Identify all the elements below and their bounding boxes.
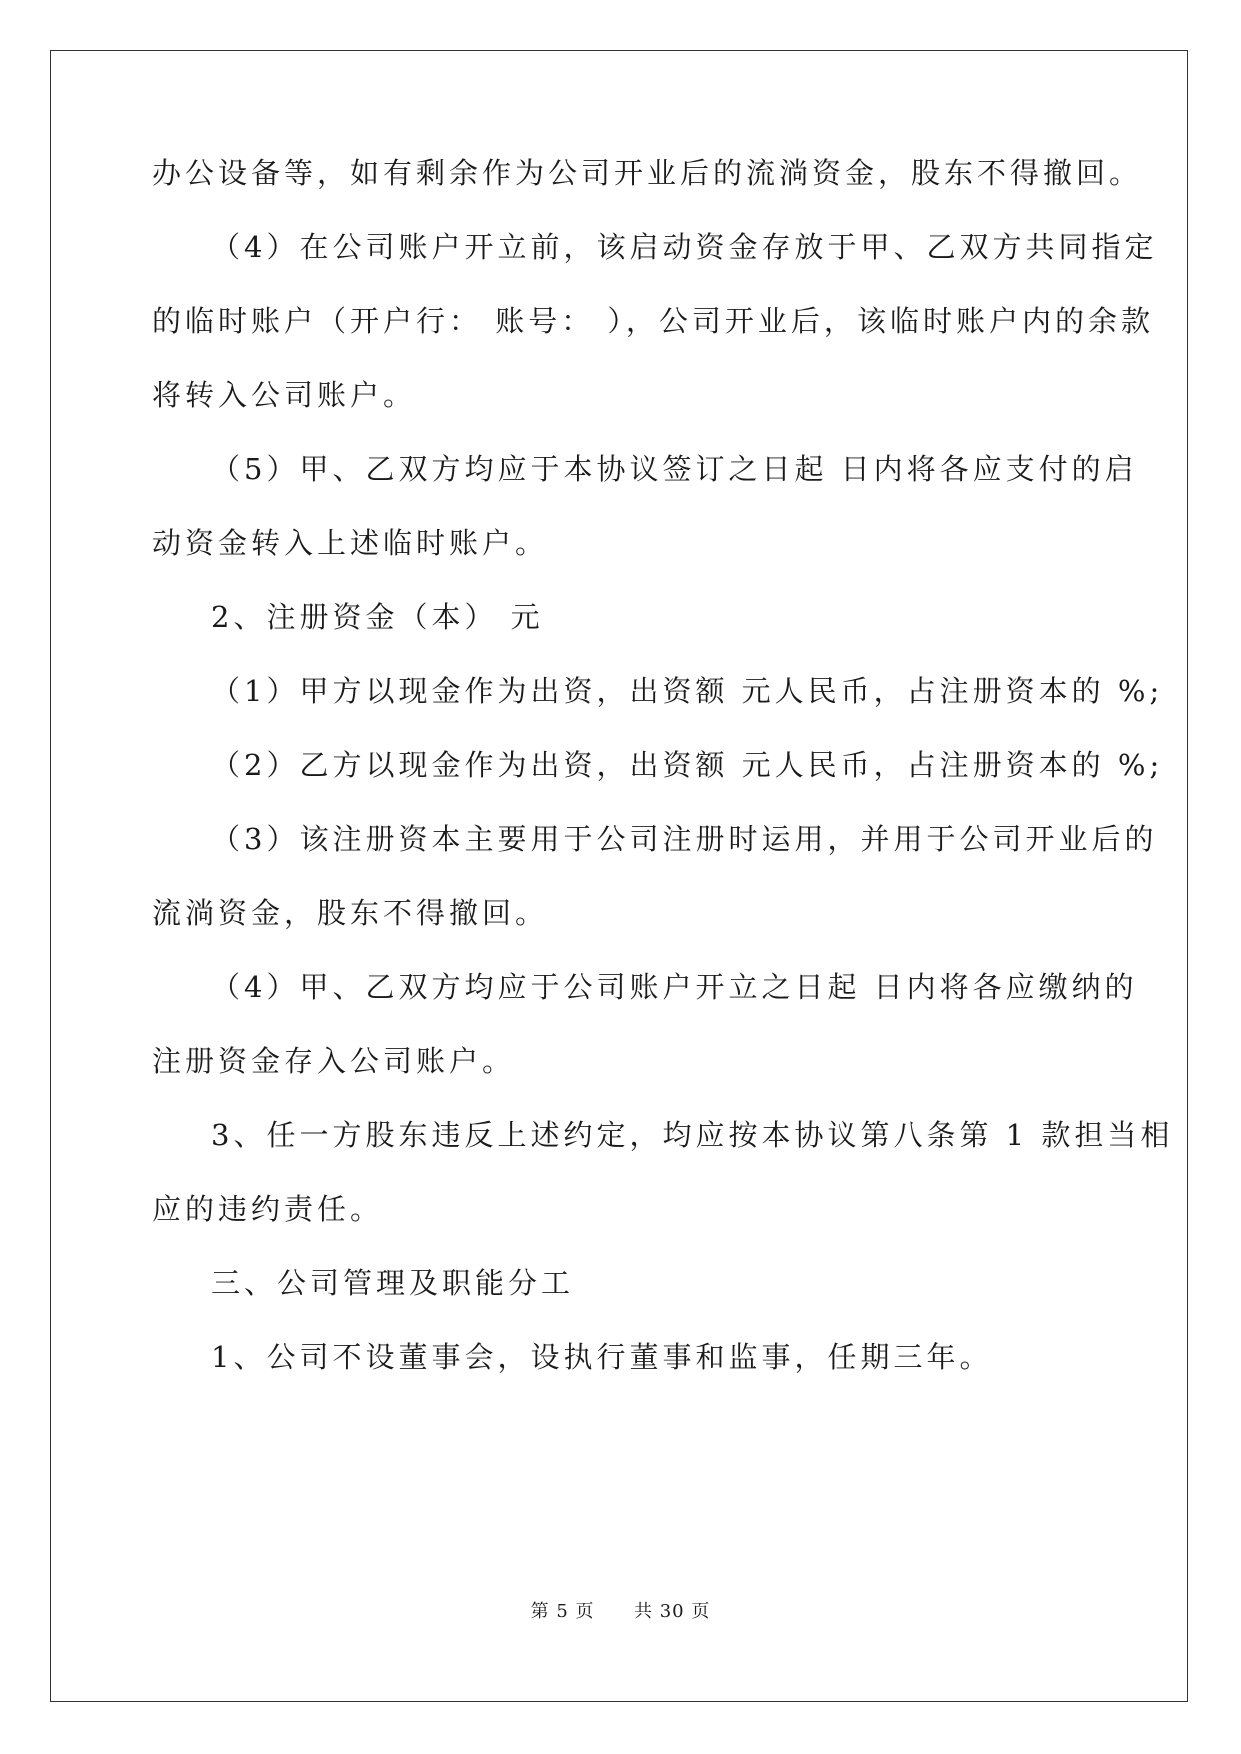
body-line: （2）乙方以现金作为出资，出资额 元人民币，占注册资本的 %;	[211, 748, 1164, 782]
page-number: 第 5 页	[530, 1601, 595, 1622]
body-line: 1、公司不设董事会，设执行董事和监事，任期三年。	[211, 1340, 993, 1374]
body-line: 的临时账户（开户行： 账号： ），公司开业后，该临时账户内的余款	[152, 304, 1154, 338]
body-line: （4）甲、乙双方均应于公司账户开立之日起 日内将各应缴纳的	[211, 970, 1138, 1004]
body-line: （5）甲、乙双方均应于本协议签订之日起 日内将各应支付的启	[211, 452, 1138, 486]
body-line: （1）甲方以现金作为出资，出资额 元人民币，占注册资本的 %;	[211, 674, 1164, 708]
body-line: 应的违约责任。	[152, 1192, 384, 1226]
body-line: 注册资金存入公司账户。	[152, 1044, 516, 1078]
body-line: 办公设备等，如有剩余作为公司开业后的流淌资金，股东不得撤回。	[152, 156, 1143, 190]
section-heading: 三、公司管理及职能分工	[211, 1266, 575, 1300]
page-footer	[0, 1597, 1241, 1623]
body-line: 动资金转入上述临时账户。	[152, 526, 549, 560]
body-line: 将转入公司账户。	[152, 378, 417, 412]
body-line: （3）该注册资本主要用于公司注册时运用，并用于公司开业后的	[211, 822, 1158, 856]
section-heading: 2、注册资金（本） 元	[211, 600, 544, 634]
body-line: 3、任一方股东违反上述约定，均应按本协议第八条第 1 款担当相	[211, 1118, 1174, 1152]
page-border	[50, 50, 1188, 1702]
body-line: （4）在公司账户开立前，该启动资金存放于甲、乙双方共同指定	[211, 230, 1158, 264]
page-total: 共 30 页	[634, 1601, 711, 1622]
body-line: 流淌资金，股东不得撤回。	[152, 896, 549, 930]
